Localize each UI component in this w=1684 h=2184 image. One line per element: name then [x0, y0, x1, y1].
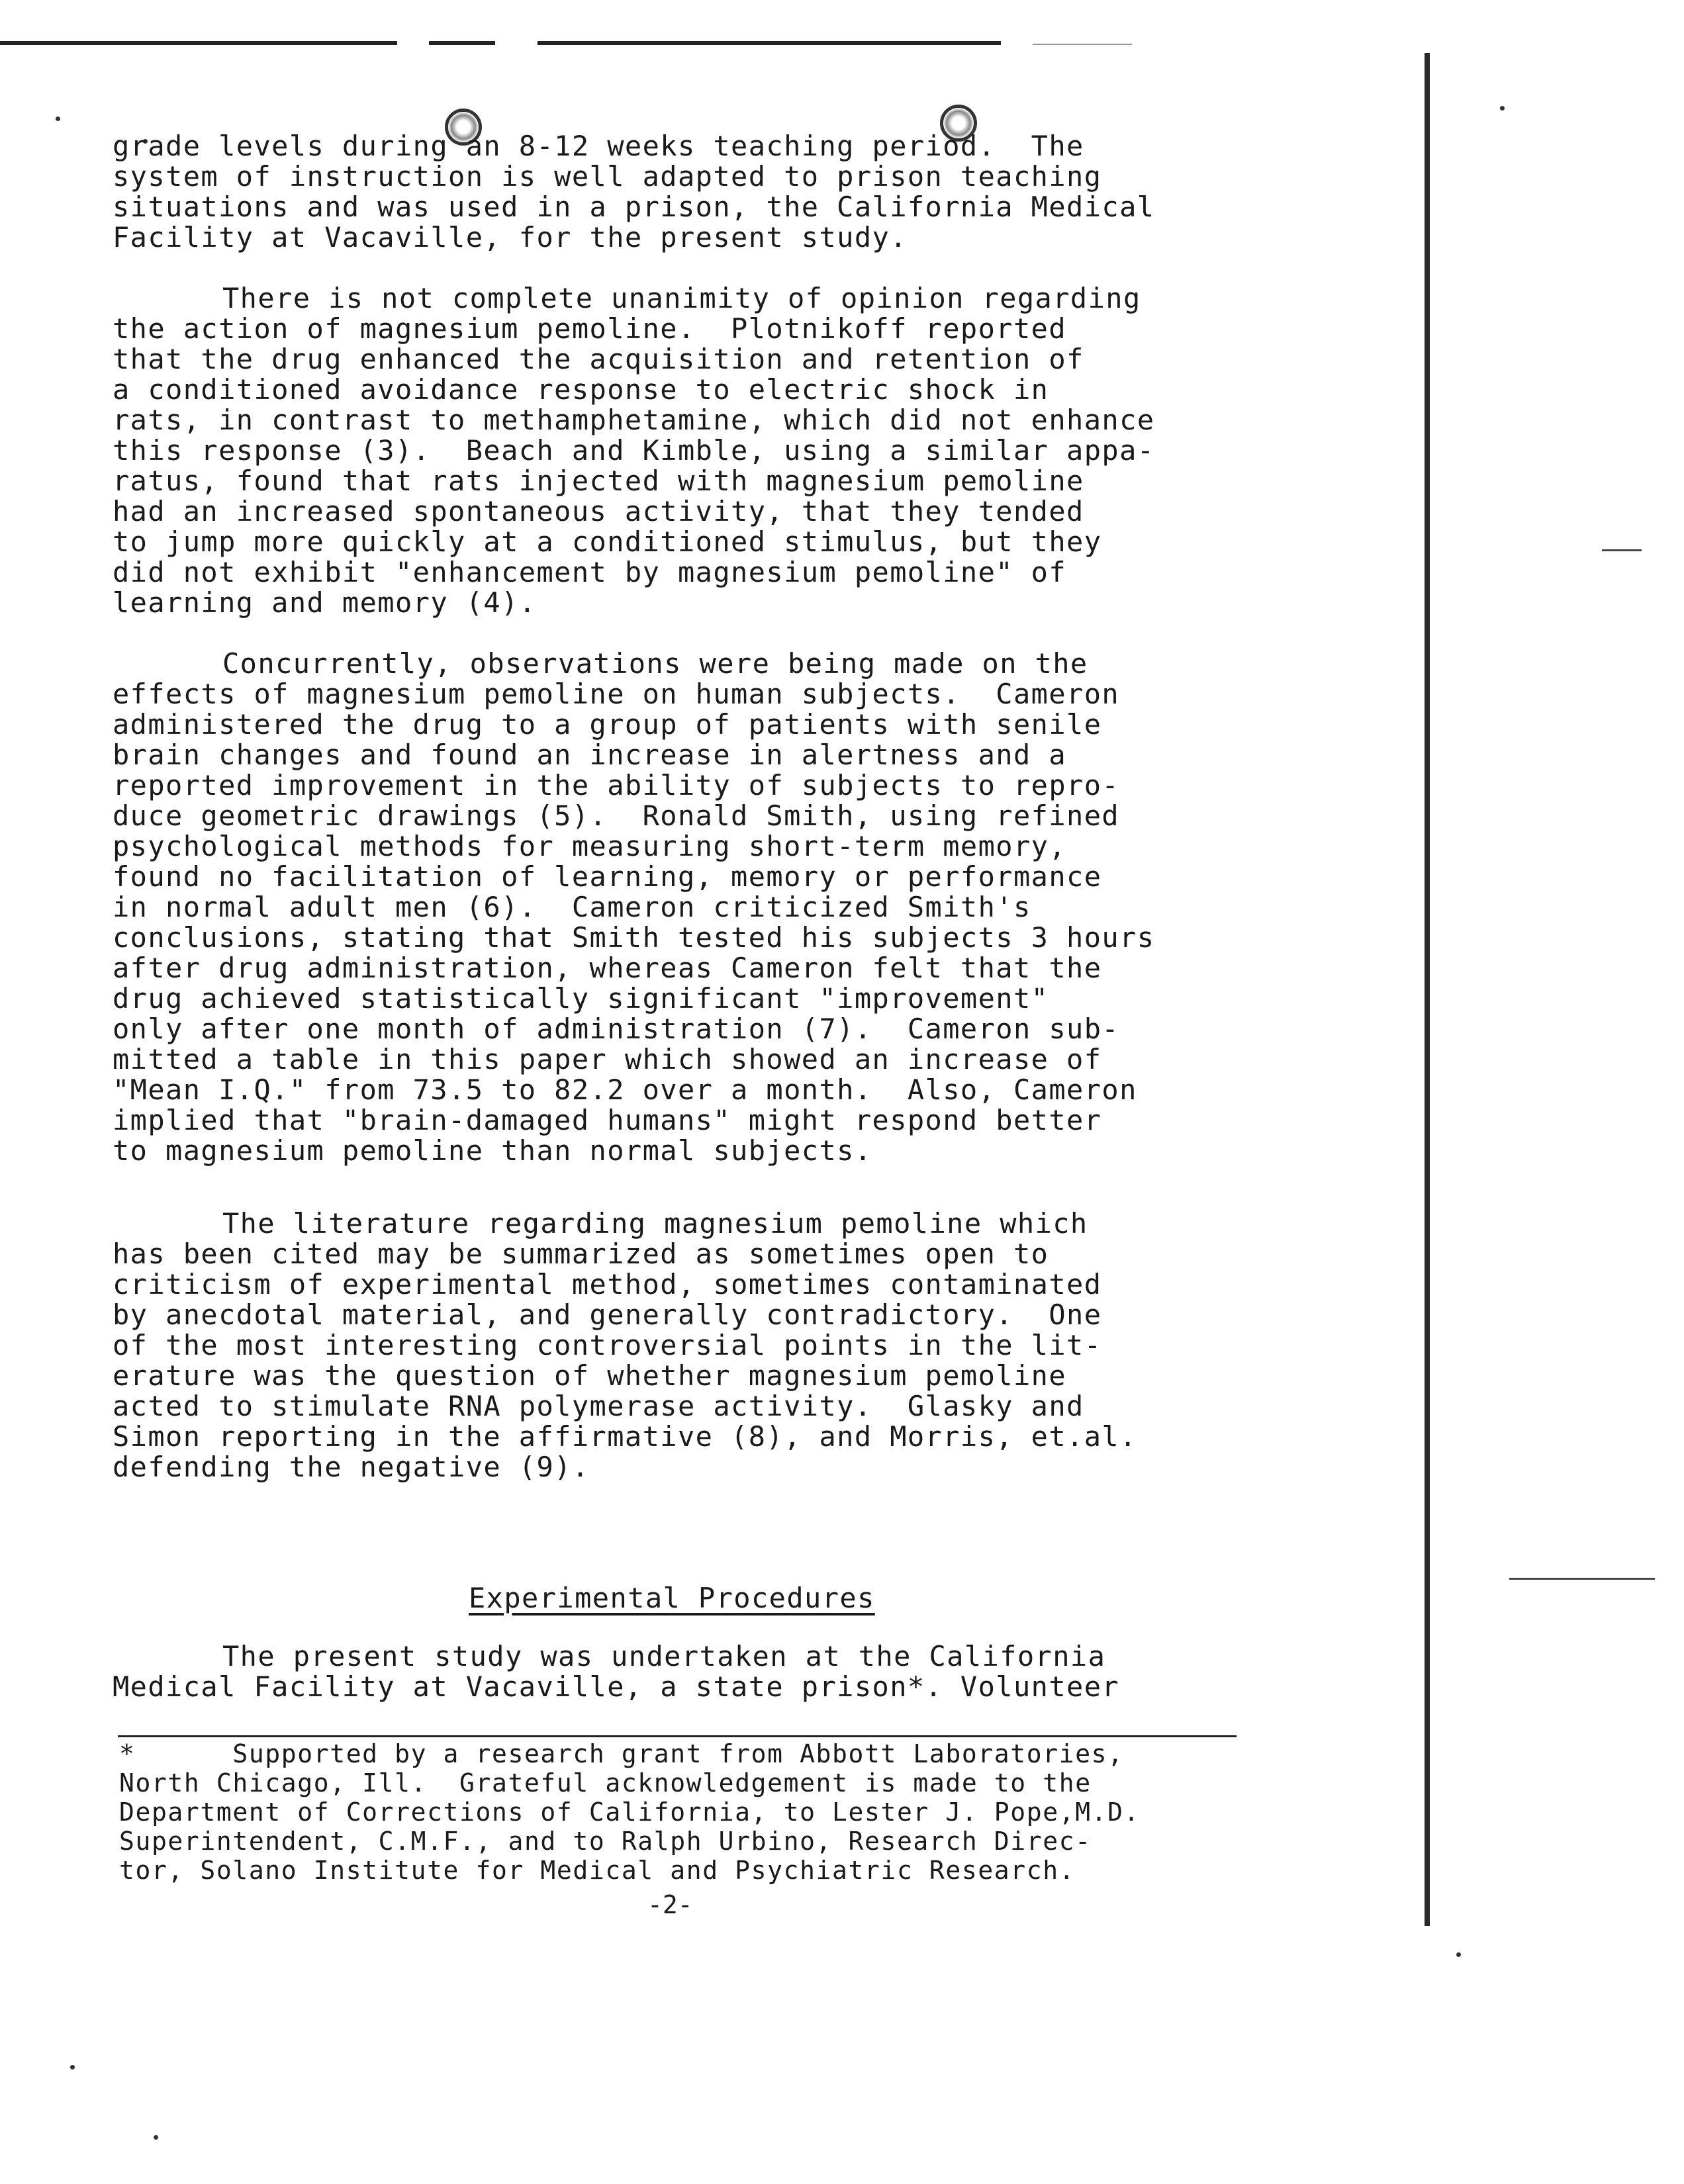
- scan-top-rule: [538, 41, 1001, 45]
- scan-top-rule: [0, 41, 397, 45]
- text-line: brain changes and found an increase in alertness and a: [113, 739, 1067, 771]
- text-line: the action of magnesium pemoline. Plotnikoff reported: [113, 312, 1067, 345]
- text-line: learning and memory (4).: [113, 586, 537, 619]
- text-line: conclusions, stating that Smith tested his subjects 3 hours: [113, 921, 1155, 954]
- text-line: criticism of experimental method, sometimes contaminated: [113, 1268, 1102, 1300]
- section-heading: Experimental Procedures: [469, 1582, 875, 1614]
- footnote-line: Department of Corrections of California, to Lester J. Pope,M.D.: [119, 1797, 1141, 1827]
- text-line: that the drug enhanced the acquisition and retention of: [113, 343, 1084, 375]
- text-line: erature was the question of whether magnesium pemoline: [113, 1359, 1067, 1392]
- text-line: administered the drug to a group of patients with senile: [113, 708, 1102, 741]
- text-line: a conditioned avoidance response to electric shock in: [113, 373, 1049, 406]
- text-line: drug achieved statistically significant "improvement": [113, 982, 1049, 1015]
- text-line: duce geometric drawings (5). Ronald Smith, using refined: [113, 799, 1120, 832]
- footnote-line: North Chicago, Ill. Grateful acknowledgement is made to the: [119, 1768, 1092, 1797]
- scan-right-dash: [1509, 1578, 1655, 1580]
- text-line: this response (3). Beach and Kimble, using a similar appa-: [113, 434, 1155, 467]
- footnote-line: * Supported by a research grant from Abbott Laboratories,: [119, 1739, 1124, 1768]
- text-line: of the most interesting controversial points in the lit-: [113, 1329, 1102, 1361]
- page-number: -2-: [647, 1890, 693, 1919]
- text-line: has been cited may be summarized as sometimes open to: [113, 1238, 1049, 1270]
- text-line: did not exhibit "enhancement by magnesium pemoline" of: [113, 556, 1067, 588]
- text-line: ratus, found that rats injected with magnesium pemoline: [113, 465, 1084, 497]
- text-line: only after one month of administration (7). Cameron sub-: [113, 1013, 1120, 1045]
- footnote-line: Superintendent, C.M.F., and to Ralph Urbino, Research Direc-: [119, 1827, 1092, 1856]
- text-line: Concurrently, observations were being made on the: [222, 647, 1088, 680]
- footnote-line: tor, Solano Institute for Medical and Psychiatric Research.: [119, 1856, 1076, 1885]
- text-line: reported improvement in the ability of subjects to repro-: [113, 769, 1120, 801]
- scan-top-rule: [429, 41, 495, 45]
- scan-right-dash: [1602, 549, 1642, 551]
- text-line: had an increased spontaneous activity, that they tended: [113, 495, 1084, 527]
- text-line: grade levels during an 8-12 weeks teaching period. The: [113, 130, 1084, 162]
- text-line: effects of magnesium pemoline on human subjects. Cameron: [113, 678, 1120, 710]
- scan-right-edge: [1425, 53, 1430, 1926]
- scan-speck: [1456, 1952, 1461, 1957]
- text-line: "Mean I.Q." from 73.5 to 82.2 over a month. Also, Cameron: [113, 1073, 1137, 1106]
- text-line: system of instruction is well adapted to prison teaching: [113, 160, 1102, 193]
- scan-speck: [1500, 106, 1505, 111]
- text-line: situations and was used in a prison, the California Medical: [113, 191, 1155, 223]
- text-line: found no facilitation of learning, memory or performance: [113, 860, 1102, 893]
- text-line: to jump more quickly at a conditioned stimulus, but they: [113, 525, 1102, 558]
- footnote-rule: [118, 1735, 1237, 1737]
- scan-speck: [56, 116, 60, 121]
- text-line: rats, in contrast to methamphetamine, which did not enhance: [113, 404, 1155, 436]
- text-line: after drug administration, whereas Cameron felt that the: [113, 952, 1102, 984]
- text-line: to magnesium pemoline than normal subjects.: [113, 1134, 872, 1167]
- text-line: implied that "brain-damaged humans" might respond better: [113, 1104, 1102, 1136]
- scan-speck: [154, 2135, 158, 2140]
- text-line: by anecdotal material, and generally contradictory. One: [113, 1298, 1102, 1331]
- text-line: in normal adult men (6). Cameron criticized Smith's: [113, 891, 1031, 923]
- text-line: Simon reporting in the affirmative (8), and Morris, et.al.: [113, 1420, 1137, 1453]
- scan-top-rule: [1033, 44, 1132, 45]
- text-line: acted to stimulate RNA polymerase activity. Glasky and: [113, 1390, 1084, 1422]
- text-line: mitted a table in this paper which showed an increase of: [113, 1043, 1102, 1075]
- text-line: The present study was undertaken at the California: [222, 1640, 1106, 1672]
- text-line: There is not complete unanimity of opinion regarding: [222, 282, 1141, 314]
- text-line: Medical Facility at Vacaville, a state prison*. Volunteer: [113, 1670, 1120, 1703]
- text-line: defending the negative (9).: [113, 1451, 590, 1483]
- text-line: Facility at Vacaville, for the present study.: [113, 221, 908, 253]
- text-line: psychological methods for measuring short-term memory,: [113, 830, 1067, 862]
- text-line: The literature regarding magnesium pemoline which: [222, 1207, 1088, 1240]
- scan-speck: [70, 2065, 75, 2070]
